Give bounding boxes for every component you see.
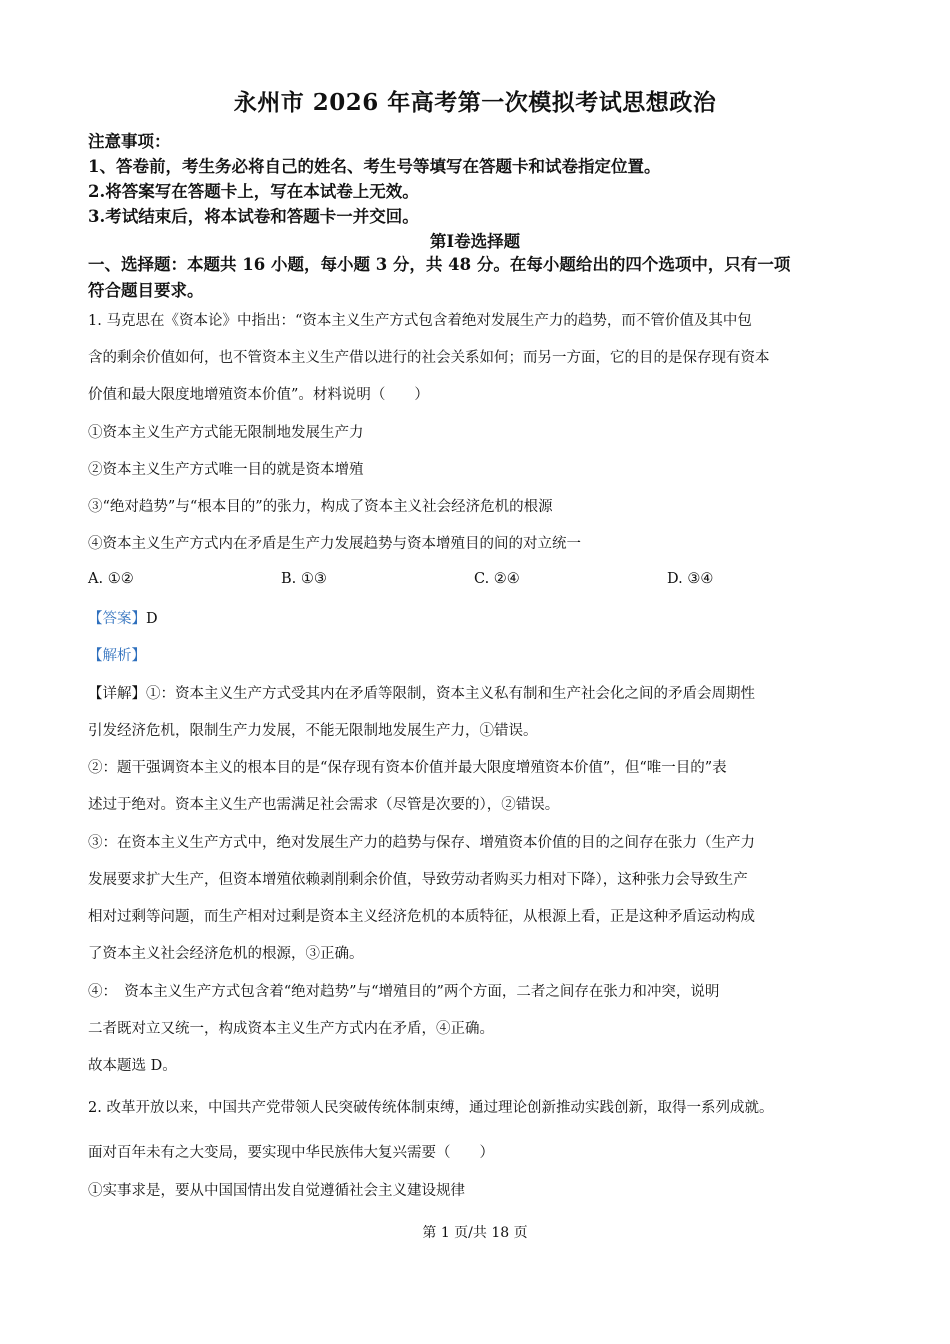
q2-statement: ①实事求是，要从中国国情出发自觉遵循社会主义建设规律	[88, 1183, 465, 1199]
q1-statement: ①资本主义生产方式能无限制地发展生产力	[88, 425, 364, 441]
q1-conclusion: 故本题选 D。	[88, 1058, 177, 1074]
q1-option-d: D. ③④	[667, 571, 714, 587]
answer-value: D	[146, 611, 158, 627]
q1-option-b: B. ①③	[281, 571, 327, 587]
q2-stem-line: 2. 改革开放以来，中国共产党带领人民突破传统体制束缚，通过理论创新推动实践创新，取得一系列成就。	[88, 1100, 774, 1116]
explanation-text: ①：资本主义生产方式受其内在矛盾等限制，资本主义私有制和生产社会化之间的矛盾会周期性	[146, 686, 755, 702]
q1-explanation-line	[88, 683, 755, 705]
notes-heading: 注意事项：	[88, 132, 171, 151]
q1-explanation-line: ④： 资本主义生产方式包含着“绝对趋势”与“增殖目的”两个方面，二者之间存在张力和冲突，说明	[88, 984, 720, 1000]
q1-explanation-line: 述过于绝对。资本主义生产也需满足社会需求（尽管是次要的），②错误。	[88, 797, 560, 813]
q1-analysis-tag	[88, 645, 146, 667]
answer-tag: 【答案】	[88, 611, 146, 627]
q1-explanation-line: 二者既对立又统一，构成资本主义生产方式内在矛盾，④正确。	[88, 1021, 494, 1037]
notes-item: 3.考试结束后，将本试卷和答题卡一并交回。	[88, 207, 419, 226]
detail-tag: 【详解】	[88, 686, 146, 702]
q1-option-a: A. ①②	[88, 571, 134, 587]
q1-explanation-line: 了资本主义社会经济危机的根源，③正确。	[88, 946, 364, 962]
q1-statement: ③“绝对趋势”与“根本目的”的张力，构成了资本主义社会经济危机的根源	[88, 499, 553, 515]
q1-statement: ④资本主义生产方式内在矛盾是生产力发展趋势与资本增殖目的间的对立统一	[88, 536, 581, 552]
q1-stem-line: 价值和最大限度地增殖资本价值”。材料说明（ ）	[88, 387, 429, 403]
q1-statement: ②资本主义生产方式唯一目的就是资本增殖	[88, 462, 364, 478]
analysis-tag: 【解析】	[88, 648, 146, 664]
q1-stem-line: 1. 马克思在《资本论》中指出：“资本主义生产方式包含着绝对发展生产力的趋势，而不管价值及其中包	[88, 313, 752, 329]
q2-stem-line: 面对百年未有之大变局，要实现中华民族伟大复兴需要（ ）	[88, 1145, 494, 1161]
section-title: 第Ⅰ卷选择题	[429, 232, 521, 251]
q1-explanation-line: ③：在资本主义生产方式中，绝对发展生产力的趋势与保存、增殖资本价值的目的之间存在张力（生产力	[88, 835, 755, 851]
notes-item: 2.将答案写在答题卡上，写在本试卷上无效。	[88, 182, 419, 201]
page-title: 永州市 2026 年高考第一次模拟考试思想政治	[233, 89, 717, 116]
q1-explanation-line: 相对过剩等问题，而生产相对过剩是资本主义经济危机的本质特征，从根源上看，正是这种矛盾运动构成	[88, 909, 755, 925]
q1-explanation-line: ②：题干强调资本主义的根本目的是“保存现有资本价值并最大限度增殖资本价值”，但“唯一目的”表	[88, 760, 727, 776]
page-footer: 第 1 页/共 18 页	[422, 1225, 528, 1241]
q1-stem-line: 含的剩余价值如何，也不管资本主义生产借以进行的社会关系如何；而另一方面，它的目的是保存现有资本	[88, 350, 770, 366]
q1-option-c: C. ②④	[474, 571, 520, 587]
q1-explanation-line: 发展要求扩大生产，但资本增殖依赖剥削剩余价值，导致劳动者购买力相对下降），这种张力会导致生产	[88, 872, 748, 888]
notes-item: 1、答卷前，考生务必将自己的姓名、考生号等填写在答题卡和试卷指定位置。	[88, 157, 661, 176]
q1-answer	[88, 608, 158, 630]
instructions-line: 一、选择题：本题共 16 小题，每小题 3 分，共 48 分。在每小题给出的四个选项中，只有一项	[88, 255, 791, 274]
q1-explanation-line: 引发经济危机，限制生产力发展，不能无限制地发展生产力，①错误。	[88, 723, 538, 739]
instructions-line: 符合题目要求。	[88, 281, 204, 300]
